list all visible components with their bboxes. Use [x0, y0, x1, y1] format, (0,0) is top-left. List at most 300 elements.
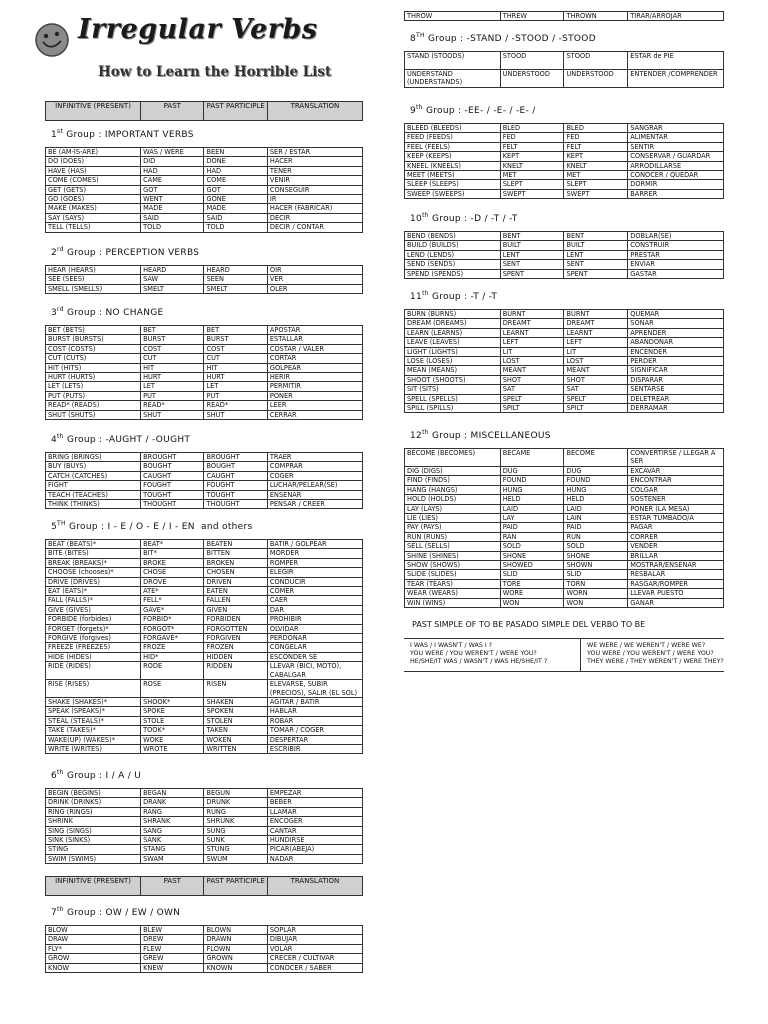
verb-cell: SHOOT (SHOOTS): [405, 375, 501, 384]
verb-cell: SENTIR: [628, 142, 724, 151]
verb-row: [405, 152, 724, 161]
verb-cell: RISE (RISES): [46, 680, 141, 698]
verb-row: [46, 204, 363, 213]
verb-cell: PAID: [500, 523, 564, 532]
verb-cell: PERDONAR: [267, 634, 362, 643]
verb-row: [405, 171, 724, 180]
verb-row: [405, 328, 724, 337]
verb-row: [46, 213, 363, 222]
verb-table: [404, 123, 724, 199]
verb-cell: PUT: [204, 391, 267, 400]
verb-cell: HAD: [204, 166, 267, 175]
verb-cell: LENT: [500, 250, 564, 259]
verb-cell: WORE: [500, 589, 564, 598]
verb-cell: BURST: [141, 335, 204, 344]
verb-cell: LENT: [564, 250, 628, 259]
verb-cell: GET (GETS): [46, 185, 141, 194]
verb-cell: BLED: [500, 124, 564, 133]
verb-cell: STANG: [141, 845, 204, 854]
verb-cell: BUILT: [564, 241, 628, 250]
verb-cell: BURNT: [564, 310, 628, 319]
verb-cell: HAD: [141, 166, 204, 175]
verb-cell: COME: [204, 176, 267, 185]
verb-row: [46, 373, 363, 382]
verb-cell: SAT: [500, 385, 564, 394]
verb-cell: ENTENDER /COMPRENDER: [628, 70, 724, 88]
verb-cell: READ*: [141, 401, 204, 410]
verb-cell: PAID: [564, 523, 628, 532]
verb-cell: WOKEN: [204, 735, 267, 744]
verb-cell: FOUND: [500, 476, 564, 485]
verb-cell: LIE (LIES): [405, 514, 501, 523]
verb-row: [405, 385, 724, 394]
verb-row: [46, 680, 363, 698]
verb-row: [405, 579, 724, 588]
verb-cell: FORBID*: [141, 615, 204, 624]
verb-table: [45, 539, 363, 754]
verb-cell: AGITAR / BATIR: [267, 697, 362, 706]
verb-cell: BECOME (BECOMES): [405, 449, 501, 467]
verb-cell: SAY (SAYS): [46, 213, 141, 222]
verb-cell: COMER: [267, 587, 362, 596]
past-simple-plural: [581, 639, 724, 671]
verb-row: [46, 789, 363, 798]
group-title: 9th Group : -EE- / -E- / -E- /: [410, 104, 536, 116]
verb-cell: ESTAR TUMBADO/A: [628, 514, 724, 523]
verb-row: [405, 504, 724, 513]
verb-cell: FORGOTTEN: [204, 624, 267, 633]
verb-cell: SHRUNK: [204, 817, 267, 826]
verb-cell: MADE: [141, 204, 204, 213]
verb-cell: ARRODILLARSE: [628, 161, 724, 170]
verb-cell: CRECER / CULTIVAR: [267, 954, 362, 963]
verb-cell: GOT: [204, 185, 267, 194]
verb-cell: BATIR / GOLPEAR: [267, 540, 362, 549]
verb-cell: STOOD: [564, 52, 628, 70]
verb-row: [405, 133, 724, 142]
verb-cell: TORE: [500, 579, 564, 588]
verb-cell: LET: [141, 382, 204, 391]
verb-cell: FORGAVE*: [141, 634, 204, 643]
verb-row: [405, 598, 724, 607]
verb-cell: FORBIDEN: [204, 615, 267, 624]
verb-cell: SHRANK: [141, 817, 204, 826]
verb-cell: KEEP (KEEPS): [405, 152, 501, 161]
verb-cell: KNEW: [141, 963, 204, 972]
verb-row: [405, 269, 724, 278]
verb-row: [405, 375, 724, 384]
verb-cell: HACER (FABRICAR): [267, 204, 362, 213]
verb-cell: DRANK: [141, 798, 204, 807]
verb-row: [46, 326, 363, 335]
verb-row: [46, 935, 363, 944]
verb-cell: FIGHT: [46, 481, 141, 490]
verb-row: [46, 481, 363, 490]
verb-cell: KNEEL (KNEELS): [405, 161, 501, 170]
verb-row: [46, 634, 363, 643]
verb-cell: SHUT (SHUTS): [46, 410, 141, 419]
verb-cell: SPOKE: [141, 707, 204, 716]
verb-cell: FORGET (forgets)*: [46, 624, 141, 633]
verb-cell: BROKE: [141, 558, 204, 567]
verb-cell: SANG: [141, 826, 204, 835]
verb-cell: MORDER: [267, 549, 362, 558]
group-title: 8TH Group : -STAND / -STOOD / -STOOD: [410, 32, 596, 44]
verb-cell: SPELL (SPELLS): [405, 394, 501, 403]
verb-cell: BROKEN: [204, 558, 267, 567]
verb-cell: CONSEGUIR: [267, 185, 362, 194]
verb-row: [405, 319, 724, 328]
verb-cell: COGER: [267, 471, 362, 480]
verb-cell: RESBALAR: [628, 570, 724, 579]
verb-cell: RUNG: [204, 807, 267, 816]
verb-cell: CAUGHT: [204, 471, 267, 480]
verb-cell: CATCH (CATCHES): [46, 471, 141, 480]
verb-cell: SHINE (SHINES): [405, 551, 501, 560]
group-title: 1st Group : IMPORTANT VERBS: [51, 128, 194, 140]
verb-cell: PROHIBIR: [267, 615, 362, 624]
column-header: PAST: [141, 877, 204, 896]
verb-cell: HIDE (HIDES): [46, 652, 141, 661]
verb-cell: DIG (DIGS): [405, 467, 501, 476]
verb-cell: UNDERSTOOD: [564, 70, 628, 88]
verb-row: [405, 542, 724, 551]
verb-cell: HIT: [204, 363, 267, 372]
verb-row: [46, 596, 363, 605]
verb-cell: BURN (BURNS): [405, 310, 501, 319]
verb-cell: RAN: [500, 532, 564, 541]
verb-cell: ELEGIR: [267, 568, 362, 577]
verb-cell: DELETREAR: [628, 394, 724, 403]
verb-cell: MOSTRAR/ENSEÑAR: [628, 561, 724, 570]
verb-cell: BUILD (BUILDS): [405, 241, 501, 250]
verb-cell: CORRER: [628, 532, 724, 541]
verb-table: [404, 309, 724, 413]
verb-row: [405, 404, 724, 413]
verb-cell: FORBIDE (forbides): [46, 615, 141, 624]
verb-cell: PUT: [141, 391, 204, 400]
verb-cell: COLGAR: [628, 485, 724, 494]
verb-cell: HELD: [564, 495, 628, 504]
verb-row: [405, 347, 724, 356]
verb-row: [46, 354, 363, 363]
verb-row: [46, 185, 363, 194]
verb-cell: SHRINK: [46, 817, 141, 826]
verb-row: [46, 195, 363, 204]
verb-row: [405, 589, 724, 598]
verb-cell: SPEAK (SPEAKS)*: [46, 707, 141, 716]
verb-cell: LAIN: [564, 514, 628, 523]
verb-table: [45, 325, 363, 420]
verb-cell: SWEPT: [564, 189, 628, 198]
verb-cell: WRITTEN: [204, 744, 267, 753]
column-header: INFINITIVE (PRESENT): [46, 102, 141, 121]
verb-row: [46, 148, 363, 157]
verb-cell: DECIR / CONTAR: [267, 223, 362, 232]
verb-cell: SWEPT: [500, 189, 564, 198]
verb-cell: SHOT: [500, 375, 564, 384]
verb-cell: RUN (RUNS): [405, 532, 501, 541]
verb-row: [46, 735, 363, 744]
verb-cell: ESCRIBIR: [267, 744, 362, 753]
verb-cell: BROUGHT: [141, 453, 204, 462]
verb-cell: ALIMENTAR: [628, 133, 724, 142]
verb-cell: BET (BETS): [46, 326, 141, 335]
verb-cell: SMELT: [141, 284, 204, 293]
verb-table: [45, 452, 363, 509]
verb-cell: WORN: [564, 589, 628, 598]
verb-cell: WON: [500, 598, 564, 607]
verb-cell: SUNG: [204, 826, 267, 835]
verb-cell: VENIR: [267, 176, 362, 185]
verb-cell: ENSEÑAR: [267, 490, 362, 499]
group-title: 3rd Group : NO CHANGE: [51, 306, 164, 318]
verb-row: [46, 605, 363, 614]
verb-cell: APRENDER: [628, 328, 724, 337]
verb-cell: SLIDE (SLIDES): [405, 570, 501, 579]
verb-table: [45, 147, 363, 233]
verb-cell: ELEVARSE, SUBIR (PRECIOS), SALIR (EL SOL): [267, 680, 362, 698]
verb-cell: ENCONTRAR: [628, 476, 724, 485]
verb-row: [405, 70, 724, 88]
verb-cell: BET: [204, 326, 267, 335]
verb-cell: FEED (FEEDS): [405, 133, 501, 142]
verb-cell: SPILT: [500, 404, 564, 413]
verb-cell: CONVERTIRSE / LLEGAR A SER: [628, 449, 724, 467]
verb-row: [46, 587, 363, 596]
verb-table: [45, 925, 363, 973]
verb-cell: CERRAR: [267, 410, 362, 419]
verb-cell: LIT: [500, 347, 564, 356]
verb-row: [405, 338, 724, 347]
verb-cell: DONE: [204, 157, 267, 166]
verb-cell: PRESTAR: [628, 250, 724, 259]
verb-cell: SIGNIFICAR: [628, 366, 724, 375]
verb-row: [46, 363, 363, 372]
verb-cell: ROBAR: [267, 716, 362, 725]
verb-cell: SMELT: [204, 284, 267, 293]
verb-cell: EATEN: [204, 587, 267, 596]
verb-cell: BIT*: [141, 549, 204, 558]
verb-cell: BEGAN: [141, 789, 204, 798]
verb-row: [405, 476, 724, 485]
verb-cell: ROMPER: [267, 558, 362, 567]
verb-cell: SOÑAR: [628, 319, 724, 328]
verb-cell: HUNG: [500, 485, 564, 494]
verb-cell: TOMAR / COGER: [267, 726, 362, 735]
verb-row: [46, 266, 363, 275]
verb-cell: PAY (PAYS): [405, 523, 501, 532]
verb-cell: SOLD: [500, 542, 564, 551]
verb-cell: BET: [141, 326, 204, 335]
verb-cell: COMPRAR: [267, 462, 362, 471]
group-title: 6th Group : I / A / U: [51, 769, 142, 781]
verb-cell: LOST: [500, 357, 564, 366]
verb-cell: MADE: [204, 204, 267, 213]
verb-cell: CONSERVAR / GUARDAR: [628, 152, 724, 161]
verb-cell: CUT: [204, 354, 267, 363]
verb-cell: DORMIR: [628, 180, 724, 189]
verb-cell: BRING (BRINGS): [46, 453, 141, 462]
verb-cell: BE (AM-IS-ARE): [46, 148, 141, 157]
verb-cell: FELL*: [141, 596, 204, 605]
verb-cell: DUG: [500, 467, 564, 476]
verb-cell: DROVE: [141, 577, 204, 586]
verb-row: [46, 643, 363, 652]
verb-row: [405, 250, 724, 259]
verb-cell: BLOW: [46, 926, 141, 935]
verb-cell: BEAT (BEATS)*: [46, 540, 141, 549]
verb-cell: HUNG: [564, 485, 628, 494]
verb-cell: FIND (FINDS): [405, 476, 501, 485]
verb-cell: STAND (STOODS): [405, 52, 501, 70]
verb-row: [46, 401, 363, 410]
verb-cell: SAW: [141, 275, 204, 284]
column-header: TRANSLATION: [267, 102, 362, 121]
verb-cell: FORGOT*: [141, 624, 204, 633]
verb-cell: ROSE: [141, 680, 204, 698]
verb-cell: BEBER: [267, 798, 362, 807]
verb-cell: DAR: [267, 605, 362, 614]
verb-cell: FALLEN: [204, 596, 267, 605]
verb-cell: BEEN: [204, 148, 267, 157]
verb-cell: THOUGHT: [141, 500, 204, 509]
verb-cell: DESPERTAR: [267, 735, 362, 744]
verb-cell: STOLE: [141, 716, 204, 725]
verb-cell: BENT: [564, 232, 628, 241]
verb-cell: THROWN: [564, 12, 628, 21]
verb-cell: FREEZE (FREEZES): [46, 643, 141, 652]
verb-cell: BEATEN: [204, 540, 267, 549]
verb-cell: CUT (CUTS): [46, 354, 141, 363]
verb-cell: HANG (HANGS): [405, 485, 501, 494]
verb-cell: KEPT: [564, 152, 628, 161]
verb-cell: BEGIN (BEGINS): [46, 789, 141, 798]
group-title: 7th Group : OW / EW / OWN: [51, 906, 181, 918]
verb-cell: BENT: [500, 232, 564, 241]
verb-cell: TOUGHT: [204, 490, 267, 499]
verb-row: [46, 166, 363, 175]
verb-cell: TRAER: [267, 453, 362, 462]
verb-cell: COST: [141, 344, 204, 353]
verb-cell: BURST: [204, 335, 267, 344]
verb-row: [405, 467, 724, 476]
verb-cell: THINK (THINKS): [46, 500, 141, 509]
verb-row: [46, 335, 363, 344]
verb-row: [405, 532, 724, 541]
past-simple-line: YOU WERE / YOU WEREN'T / WERE YOU?: [587, 650, 714, 657]
verb-cell: EMPEZAR: [267, 789, 362, 798]
verb-cell: TAKEN: [204, 726, 267, 735]
verb-cell: EXCAVAR: [628, 467, 724, 476]
verb-cell: HIT: [141, 363, 204, 372]
verb-cell: GROW: [46, 954, 141, 963]
verb-row: [46, 652, 363, 661]
group-title: 4th Group : -AUGHT / -OUGHT: [51, 433, 191, 445]
verb-cell: GOT: [141, 185, 204, 194]
verb-cell: WRITE (WRITES): [46, 744, 141, 753]
verb-cell: STEAL (STEALS)*: [46, 716, 141, 725]
verb-cell: HURT: [141, 373, 204, 382]
verb-row: [405, 495, 724, 504]
verb-cell: DECIR: [267, 213, 362, 222]
verb-row: [46, 807, 363, 816]
verb-cell: STOLEN: [204, 716, 267, 725]
verb-cell: CONGELAR: [267, 643, 362, 652]
verb-cell: LEFT: [500, 338, 564, 347]
verb-cell: SUNK: [204, 836, 267, 845]
verb-row: [46, 854, 363, 863]
verb-cell: BLEW: [141, 926, 204, 935]
verb-row: [46, 836, 363, 845]
verb-row: [46, 275, 363, 284]
smiley-face-icon: [34, 22, 70, 58]
verb-row: [405, 189, 724, 198]
verb-cell: SPILT: [564, 404, 628, 413]
verb-cell: FOUGHT: [141, 481, 204, 490]
verb-row: [46, 453, 363, 462]
verb-row: [405, 180, 724, 189]
verb-cell: CONSTRUIR: [628, 241, 724, 250]
verb-row: [46, 845, 363, 854]
verb-cell: BREAK (BREAKS)*: [46, 558, 141, 567]
verb-row: [46, 624, 363, 633]
verb-cell: WEAR (WEARS): [405, 589, 501, 598]
verb-cell: STOOD: [500, 52, 564, 70]
verb-cell: BURNT: [500, 310, 564, 319]
verb-cell: LET: [204, 382, 267, 391]
verb-cell: FELT: [500, 142, 564, 151]
verb-row: [405, 551, 724, 560]
verb-cell: BITE (BITES): [46, 549, 141, 558]
verb-cell: GAVE*: [141, 605, 204, 614]
verb-cell: KEPT: [500, 152, 564, 161]
verb-cell: SEEN: [204, 275, 267, 284]
verb-cell: SOPLAR: [267, 926, 362, 935]
verb-cell: CANTAR: [267, 826, 362, 835]
verb-cell: SELL (SELLS): [405, 542, 501, 551]
verb-table: [404, 51, 724, 88]
verb-cell: FED: [500, 133, 564, 142]
verb-cell: STUNG: [204, 845, 267, 854]
group-title: 10th Group : -D / -T / -T: [410, 212, 518, 224]
verb-cell: LAID: [564, 504, 628, 513]
verb-cell: DRIVE (DRIVES): [46, 577, 141, 586]
verb-row: [46, 577, 363, 586]
verb-cell: DIBUJAR: [267, 935, 362, 944]
verb-cell: RANG: [141, 807, 204, 816]
verb-cell: DRUNK: [204, 798, 267, 807]
verb-cell: SHUT: [141, 410, 204, 419]
verb-cell: SHOW (SHOWS): [405, 561, 501, 570]
verb-cell: OLVIDAR: [267, 624, 362, 633]
verb-row: [46, 176, 363, 185]
verb-cell: SHOWN: [564, 561, 628, 570]
group-title: 11th Group : -T / -T: [410, 290, 498, 302]
verb-cell: COSTAR / VALER: [267, 344, 362, 353]
verb-row: [405, 52, 724, 70]
verb-cell: GO (GOES): [46, 195, 141, 204]
verb-cell: LLEVAR PUESTO: [628, 589, 724, 598]
verb-cell: GASTAR: [628, 269, 724, 278]
verb-cell: PONER: [267, 391, 362, 400]
verb-row: [46, 490, 363, 499]
verb-cell: LAID: [500, 504, 564, 513]
verb-cell: CAUGHT: [141, 471, 204, 480]
verb-row: [46, 697, 363, 706]
verb-cell: PAGAR: [628, 523, 724, 532]
page-subtitle: How to Learn the Horrible List: [98, 64, 332, 80]
